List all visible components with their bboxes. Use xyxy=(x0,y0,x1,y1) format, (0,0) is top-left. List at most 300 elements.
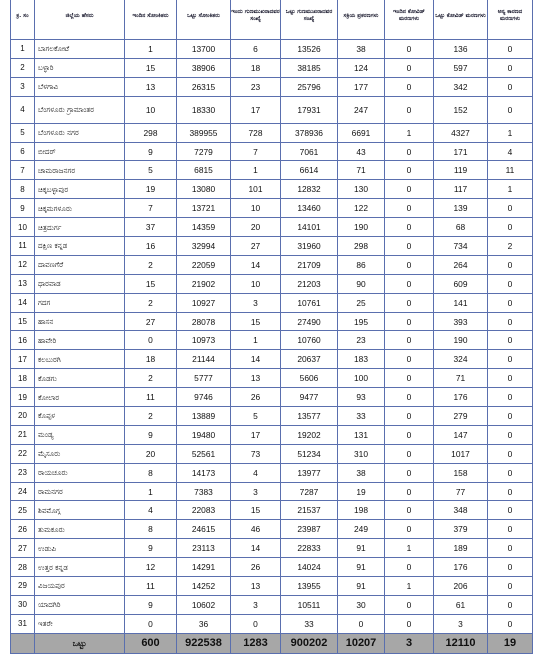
cell-today-deaths: 0 xyxy=(385,161,434,180)
cell-active: 100 xyxy=(338,369,385,388)
cell-serial: 10 xyxy=(11,218,35,237)
cell-today-recovered: 23 xyxy=(231,77,281,96)
cell-total-deaths: 734 xyxy=(434,237,488,256)
cell-today-cases: 10 xyxy=(125,96,177,123)
cell-total-recovered: 14101 xyxy=(281,218,338,237)
table-row xyxy=(11,444,533,463)
cell-active: 298 xyxy=(338,237,385,256)
cell-today-deaths: 0 xyxy=(385,425,434,444)
cell-serial: 27 xyxy=(11,539,35,558)
cell-total-deaths: 68 xyxy=(434,218,488,237)
cell-today-recovered: 13 xyxy=(231,577,281,596)
cell-today-deaths: 0 xyxy=(385,142,434,161)
cell-district: ಬಾಗಲಕೋಟೆ xyxy=(35,40,125,59)
cell-total-cases: 23113 xyxy=(177,539,231,558)
cell-total-deaths: 190 xyxy=(434,331,488,350)
cell-today-cases: 13 xyxy=(125,77,177,96)
table-row xyxy=(11,274,533,293)
cell-other-deaths: 0 xyxy=(488,539,533,558)
cell-total-deaths: 609 xyxy=(434,274,488,293)
cell-today-cases: 27 xyxy=(125,312,177,331)
cell-total-cases: 14359 xyxy=(177,218,231,237)
table-row xyxy=(11,539,533,558)
table-row xyxy=(11,369,533,388)
cell-total-recovered: 31960 xyxy=(281,237,338,256)
cell-district: ಕೊಡಗು xyxy=(35,369,125,388)
cell-other-deaths: 0 xyxy=(488,463,533,482)
cell-total-deaths: 379 xyxy=(434,520,488,539)
cell-total-recovered: 38185 xyxy=(281,58,338,77)
header-cell-other-deaths: ಅನ್ಯ ಕಾರಣದ ಮರಣಗಳು xyxy=(488,0,533,40)
cell-total-cases: 26315 xyxy=(177,77,231,96)
cell-today-deaths: 1 xyxy=(385,123,434,142)
cell-today-cases: 11 xyxy=(125,388,177,407)
table-row xyxy=(11,463,533,482)
cell-total-cases: 10927 xyxy=(177,293,231,312)
cell-serial: 9 xyxy=(11,199,35,218)
cell-total-cases: 10973 xyxy=(177,331,231,350)
cell-total-deaths: 1017 xyxy=(434,444,488,463)
cell-other-deaths: 0 xyxy=(488,218,533,237)
cell-total-recovered: 9477 xyxy=(281,388,338,407)
cell-today-deaths: 0 xyxy=(385,350,434,369)
cell-today-cases: 0 xyxy=(125,331,177,350)
cell-total-recovered: 21203 xyxy=(281,274,338,293)
cell-district: ಬೀದರ್ xyxy=(35,142,125,161)
cell-other-deaths: 11 xyxy=(488,161,533,180)
cell-serial xyxy=(11,633,35,653)
cell-today-recovered: 3 xyxy=(231,482,281,501)
cell-total-deaths: 61 xyxy=(434,595,488,614)
cell-total-cases: 21902 xyxy=(177,274,231,293)
table-row xyxy=(11,293,533,312)
cell-total-recovered: 10760 xyxy=(281,331,338,350)
cell-active: 91 xyxy=(338,539,385,558)
cell-today-cases: 20 xyxy=(125,444,177,463)
cell-active: 130 xyxy=(338,180,385,199)
cell-total-recovered: 13955 xyxy=(281,577,338,596)
cell-serial: 8 xyxy=(11,180,35,199)
cell-total-cases: 22083 xyxy=(177,501,231,520)
cell-total-deaths: 176 xyxy=(434,388,488,407)
cell-today-recovered: 1283 xyxy=(231,633,281,653)
header-cell-district: ಜಿಲ್ಲೆಯ ಹೆಸರು xyxy=(35,0,125,40)
cell-today-cases: 1 xyxy=(125,482,177,501)
cell-total-deaths: 171 xyxy=(434,142,488,161)
cell-district: ಕೋಲಾರ xyxy=(35,388,125,407)
cell-today-cases: 2 xyxy=(125,369,177,388)
cell-total-cases: 389955 xyxy=(177,123,231,142)
cell-today-cases: 9 xyxy=(125,539,177,558)
cell-today-deaths: 0 xyxy=(385,312,434,331)
cell-other-deaths: 0 xyxy=(488,96,533,123)
table-row xyxy=(11,96,533,123)
cell-today-deaths: 0 xyxy=(385,293,434,312)
cell-today-deaths: 0 xyxy=(385,595,434,614)
cell-district: ಬೆಂಗಳೂರು ನಗರ xyxy=(35,123,125,142)
table-row xyxy=(11,558,533,577)
cell-active: 19 xyxy=(338,482,385,501)
cell-serial: 11 xyxy=(11,237,35,256)
cell-total-recovered: 5606 xyxy=(281,369,338,388)
cell-serial: 26 xyxy=(11,520,35,539)
cell-serial: 23 xyxy=(11,463,35,482)
table-body xyxy=(11,40,533,654)
cell-total-cases: 14252 xyxy=(177,577,231,596)
cell-today-recovered: 728 xyxy=(231,123,281,142)
cell-today-cases: 11 xyxy=(125,577,177,596)
cell-today-deaths: 0 xyxy=(385,614,434,633)
cell-total-recovered: 7287 xyxy=(281,482,338,501)
cell-other-deaths: 0 xyxy=(488,369,533,388)
cell-serial: 7 xyxy=(11,161,35,180)
cell-today-cases: 9 xyxy=(125,142,177,161)
cell-total-deaths: 158 xyxy=(434,463,488,482)
cell-total-recovered: 6614 xyxy=(281,161,338,180)
cell-today-recovered: 14 xyxy=(231,350,281,369)
table-row xyxy=(11,199,533,218)
cell-other-deaths: 0 xyxy=(488,614,533,633)
cell-today-recovered: 4 xyxy=(231,463,281,482)
cell-total-deaths: 189 xyxy=(434,539,488,558)
cell-total-cases: 38906 xyxy=(177,58,231,77)
cell-district: ಒಟ್ಟು xyxy=(35,633,125,653)
cell-today-cases: 12 xyxy=(125,558,177,577)
cell-active: 195 xyxy=(338,312,385,331)
cell-today-cases: 2 xyxy=(125,407,177,426)
cell-today-recovered: 17 xyxy=(231,425,281,444)
cell-total-deaths: 77 xyxy=(434,482,488,501)
cell-today-deaths: 0 xyxy=(385,558,434,577)
cell-total-cases: 21144 xyxy=(177,350,231,369)
cell-today-cases: 9 xyxy=(125,595,177,614)
cell-other-deaths: 0 xyxy=(488,558,533,577)
cell-today-recovered: 3 xyxy=(231,595,281,614)
cell-active: 38 xyxy=(338,40,385,59)
table-row xyxy=(11,218,533,237)
cell-other-deaths: 0 xyxy=(488,520,533,539)
cell-today-deaths: 0 xyxy=(385,40,434,59)
cell-today-recovered: 18 xyxy=(231,58,281,77)
cell-district: ದಾವಣಗೆರೆ xyxy=(35,255,125,274)
cell-total-cases: 18330 xyxy=(177,96,231,123)
cell-today-cases: 19 xyxy=(125,180,177,199)
cell-active: 71 xyxy=(338,161,385,180)
cell-other-deaths: 0 xyxy=(488,293,533,312)
cell-today-cases: 600 xyxy=(125,633,177,653)
cell-total-recovered: 13460 xyxy=(281,199,338,218)
cell-serial: 25 xyxy=(11,501,35,520)
cell-total-deaths: 152 xyxy=(434,96,488,123)
cell-today-recovered: 15 xyxy=(231,312,281,331)
cell-total-recovered: 13577 xyxy=(281,407,338,426)
cell-serial: 17 xyxy=(11,350,35,369)
cell-active: 86 xyxy=(338,255,385,274)
cell-total-deaths: 279 xyxy=(434,407,488,426)
cell-active: 0 xyxy=(338,614,385,633)
cell-active: 38 xyxy=(338,463,385,482)
table-row xyxy=(11,595,533,614)
cell-total-cases: 36 xyxy=(177,614,231,633)
cell-total-deaths: 117 xyxy=(434,180,488,199)
cell-today-cases: 2 xyxy=(125,255,177,274)
table-row xyxy=(11,40,533,59)
cell-active: 25 xyxy=(338,293,385,312)
header-row xyxy=(11,0,533,40)
cell-district: ಬೆಂಗಳೂರು ಗ್ರಾಮಾಂತರ xyxy=(35,96,125,123)
cell-total-deaths: 264 xyxy=(434,255,488,274)
cell-today-recovered: 14 xyxy=(231,255,281,274)
total-row xyxy=(11,633,533,653)
cell-total-deaths: 119 xyxy=(434,161,488,180)
cell-today-deaths: 0 xyxy=(385,274,434,293)
cell-district: ಹಾವೇರಿ xyxy=(35,331,125,350)
cell-today-cases: 18 xyxy=(125,350,177,369)
cell-other-deaths: 0 xyxy=(488,388,533,407)
cell-today-recovered: 10 xyxy=(231,274,281,293)
cell-total-recovered: 21709 xyxy=(281,255,338,274)
cell-today-recovered: 3 xyxy=(231,293,281,312)
cell-total-cases: 9746 xyxy=(177,388,231,407)
cell-district: ದಕ್ಷಿಣ ಕನ್ನಡ xyxy=(35,237,125,256)
cell-today-deaths: 0 xyxy=(385,218,434,237)
cell-serial: 28 xyxy=(11,558,35,577)
cell-active: 90 xyxy=(338,274,385,293)
cell-total-recovered: 20637 xyxy=(281,350,338,369)
table-row xyxy=(11,142,533,161)
table-row xyxy=(11,312,533,331)
cell-district: ಮಂಡ್ಯ xyxy=(35,425,125,444)
cell-active: 10207 xyxy=(338,633,385,653)
cell-total-deaths: 136 xyxy=(434,40,488,59)
cell-total-deaths: 12110 xyxy=(434,633,488,653)
cell-today-cases: 1 xyxy=(125,40,177,59)
cell-total-cases: 28078 xyxy=(177,312,231,331)
cell-today-recovered: 6 xyxy=(231,40,281,59)
cell-district: ಚಿತ್ರದುರ್ಗ xyxy=(35,218,125,237)
cell-today-recovered: 46 xyxy=(231,520,281,539)
cell-total-recovered: 12832 xyxy=(281,180,338,199)
table-row xyxy=(11,237,533,256)
cell-serial: 5 xyxy=(11,123,35,142)
cell-total-cases: 14173 xyxy=(177,463,231,482)
cell-today-recovered: 101 xyxy=(231,180,281,199)
cell-total-cases: 5777 xyxy=(177,369,231,388)
cell-today-deaths: 0 xyxy=(385,199,434,218)
table-row xyxy=(11,350,533,369)
cell-serial: 12 xyxy=(11,255,35,274)
cell-total-deaths: 348 xyxy=(434,501,488,520)
cell-serial: 24 xyxy=(11,482,35,501)
cell-today-cases: 8 xyxy=(125,520,177,539)
cell-active: 43 xyxy=(338,142,385,161)
cell-active: 91 xyxy=(338,558,385,577)
cell-total-recovered: 378936 xyxy=(281,123,338,142)
cell-total-recovered: 900202 xyxy=(281,633,338,653)
cell-district: ಉತ್ತರ ಕನ್ನಡ xyxy=(35,558,125,577)
cell-other-deaths: 0 xyxy=(488,199,533,218)
cell-today-deaths: 0 xyxy=(385,520,434,539)
cell-active: 177 xyxy=(338,77,385,96)
cell-today-recovered: 73 xyxy=(231,444,281,463)
table-row xyxy=(11,161,533,180)
table-row xyxy=(11,407,533,426)
cell-other-deaths: 0 xyxy=(488,255,533,274)
cell-today-recovered: 5 xyxy=(231,407,281,426)
cell-today-recovered: 10 xyxy=(231,199,281,218)
cell-total-recovered: 10761 xyxy=(281,293,338,312)
cell-today-deaths: 0 xyxy=(385,180,434,199)
cell-today-deaths: 1 xyxy=(385,539,434,558)
cell-district: ಚಿಕ್ಕಬಳ್ಳಾಪುರ xyxy=(35,180,125,199)
district-covid-table xyxy=(10,0,533,654)
cell-total-cases: 13700 xyxy=(177,40,231,59)
cell-today-recovered: 14 xyxy=(231,539,281,558)
cell-today-deaths: 0 xyxy=(385,58,434,77)
cell-total-cases: 14291 xyxy=(177,558,231,577)
header-cell-total-recovered: ಒಟ್ಟು ಗುಣಮುಖರಾದವರ ಸಂಖ್ಯೆ xyxy=(281,0,338,40)
header-cell-today-recovered: ಇಂದು ಗುಣಮುಖರಾದವರ ಸಂಖ್ಯೆ xyxy=(231,0,281,40)
cell-total-recovered: 10511 xyxy=(281,595,338,614)
cell-serial: 15 xyxy=(11,312,35,331)
cell-district: ಯಾದಗಿರಿ xyxy=(35,595,125,614)
cell-serial: 1 xyxy=(11,40,35,59)
cell-today-recovered: 26 xyxy=(231,558,281,577)
cell-active: 249 xyxy=(338,520,385,539)
cell-total-deaths: 147 xyxy=(434,425,488,444)
cell-serial: 2 xyxy=(11,58,35,77)
table-row xyxy=(11,425,533,444)
cell-district: ಮೈಸೂರು xyxy=(35,444,125,463)
cell-today-cases: 4 xyxy=(125,501,177,520)
cell-today-deaths: 0 xyxy=(385,482,434,501)
cell-today-recovered: 1 xyxy=(231,331,281,350)
cell-today-deaths: 0 xyxy=(385,237,434,256)
cell-total-recovered: 51234 xyxy=(281,444,338,463)
cell-other-deaths: 0 xyxy=(488,577,533,596)
header-cell-today-deaths: ಇಂದಿನ ಕೋವಿಡ್ ಮರಣಗಳು xyxy=(385,0,434,40)
cell-total-recovered: 25796 xyxy=(281,77,338,96)
cell-total-deaths: 4327 xyxy=(434,123,488,142)
cell-other-deaths: 1 xyxy=(488,123,533,142)
cell-total-deaths: 597 xyxy=(434,58,488,77)
cell-other-deaths: 0 xyxy=(488,58,533,77)
header-cell-total-deaths: ಒಟ್ಟು ಕೋವಿಡ್ ಮರಣಗಳು xyxy=(434,0,488,40)
cell-serial: 30 xyxy=(11,595,35,614)
cell-district: ಹಾಸನ xyxy=(35,312,125,331)
table-row xyxy=(11,482,533,501)
cell-total-deaths: 206 xyxy=(434,577,488,596)
cell-today-deaths: 1 xyxy=(385,577,434,596)
cell-today-recovered: 15 xyxy=(231,501,281,520)
cell-serial: 16 xyxy=(11,331,35,350)
cell-serial: 19 xyxy=(11,388,35,407)
cell-total-deaths: 141 xyxy=(434,293,488,312)
cell-today-cases: 15 xyxy=(125,58,177,77)
table-row xyxy=(11,123,533,142)
cell-other-deaths: 0 xyxy=(488,77,533,96)
cell-today-cases: 8 xyxy=(125,463,177,482)
cell-active: 183 xyxy=(338,350,385,369)
table-row xyxy=(11,577,533,596)
cell-today-cases: 2 xyxy=(125,293,177,312)
cell-active: 30 xyxy=(338,595,385,614)
header-cell-total-cases: ಒಟ್ಟು ಸೋಂಕಿತರು xyxy=(177,0,231,40)
cell-total-deaths: 393 xyxy=(434,312,488,331)
cell-today-recovered: 26 xyxy=(231,388,281,407)
cell-other-deaths: 19 xyxy=(488,633,533,653)
cell-serial: 20 xyxy=(11,407,35,426)
header-cell-serial: ಕ್ರ. ಸಂ xyxy=(11,0,35,40)
cell-today-deaths: 0 xyxy=(385,77,434,96)
cell-today-cases: 7 xyxy=(125,199,177,218)
cell-district: ಗದಗ xyxy=(35,293,125,312)
table-row xyxy=(11,501,533,520)
cell-today-deaths: 0 xyxy=(385,331,434,350)
cell-serial: 3 xyxy=(11,77,35,96)
cell-active: 310 xyxy=(338,444,385,463)
cell-today-deaths: 0 xyxy=(385,444,434,463)
cell-district: ವಿಜಯಪುರ xyxy=(35,577,125,596)
cell-today-deaths: 0 xyxy=(385,407,434,426)
cell-total-recovered: 27490 xyxy=(281,312,338,331)
cell-total-cases: 922538 xyxy=(177,633,231,653)
cell-total-cases: 13889 xyxy=(177,407,231,426)
cell-today-recovered: 0 xyxy=(231,614,281,633)
cell-total-deaths: 139 xyxy=(434,199,488,218)
cell-today-cases: 9 xyxy=(125,425,177,444)
cell-total-cases: 19480 xyxy=(177,425,231,444)
header-cell-active: ಸಕ್ರಿಯ ಪ್ರಕರಣಗಳು xyxy=(338,0,385,40)
cell-today-deaths: 3 xyxy=(385,633,434,653)
cell-today-cases: 298 xyxy=(125,123,177,142)
cell-active: 247 xyxy=(338,96,385,123)
table-row xyxy=(11,255,533,274)
cell-today-cases: 5 xyxy=(125,161,177,180)
cell-today-deaths: 0 xyxy=(385,501,434,520)
cell-serial: 18 xyxy=(11,369,35,388)
cell-district: ರಾಮನಗರ xyxy=(35,482,125,501)
cell-total-deaths: 71 xyxy=(434,369,488,388)
cell-district: ಇತರೇ xyxy=(35,614,125,633)
cell-district: ಕೊಪ್ಪಳ xyxy=(35,407,125,426)
cell-other-deaths: 1 xyxy=(488,180,533,199)
table-row xyxy=(11,77,533,96)
cell-district: ಕಲಬುರಗಿ xyxy=(35,350,125,369)
cell-other-deaths: 0 xyxy=(488,425,533,444)
cell-active: 93 xyxy=(338,388,385,407)
cell-total-deaths: 324 xyxy=(434,350,488,369)
cell-other-deaths: 0 xyxy=(488,274,533,293)
cell-district: ಧಾರವಾಡ xyxy=(35,274,125,293)
cell-today-deaths: 0 xyxy=(385,463,434,482)
cell-serial: 4 xyxy=(11,96,35,123)
cell-today-cases: 0 xyxy=(125,614,177,633)
cell-total-cases: 52561 xyxy=(177,444,231,463)
cell-total-recovered: 13526 xyxy=(281,40,338,59)
cell-total-cases: 32994 xyxy=(177,237,231,256)
cell-total-cases: 7279 xyxy=(177,142,231,161)
table-row xyxy=(11,180,533,199)
cell-total-recovered: 14024 xyxy=(281,558,338,577)
cell-total-cases: 7383 xyxy=(177,482,231,501)
cell-today-recovered: 7 xyxy=(231,142,281,161)
cell-other-deaths: 0 xyxy=(488,40,533,59)
cell-serial: 29 xyxy=(11,577,35,596)
cell-serial: 22 xyxy=(11,444,35,463)
table-row xyxy=(11,614,533,633)
cell-active: 23 xyxy=(338,331,385,350)
